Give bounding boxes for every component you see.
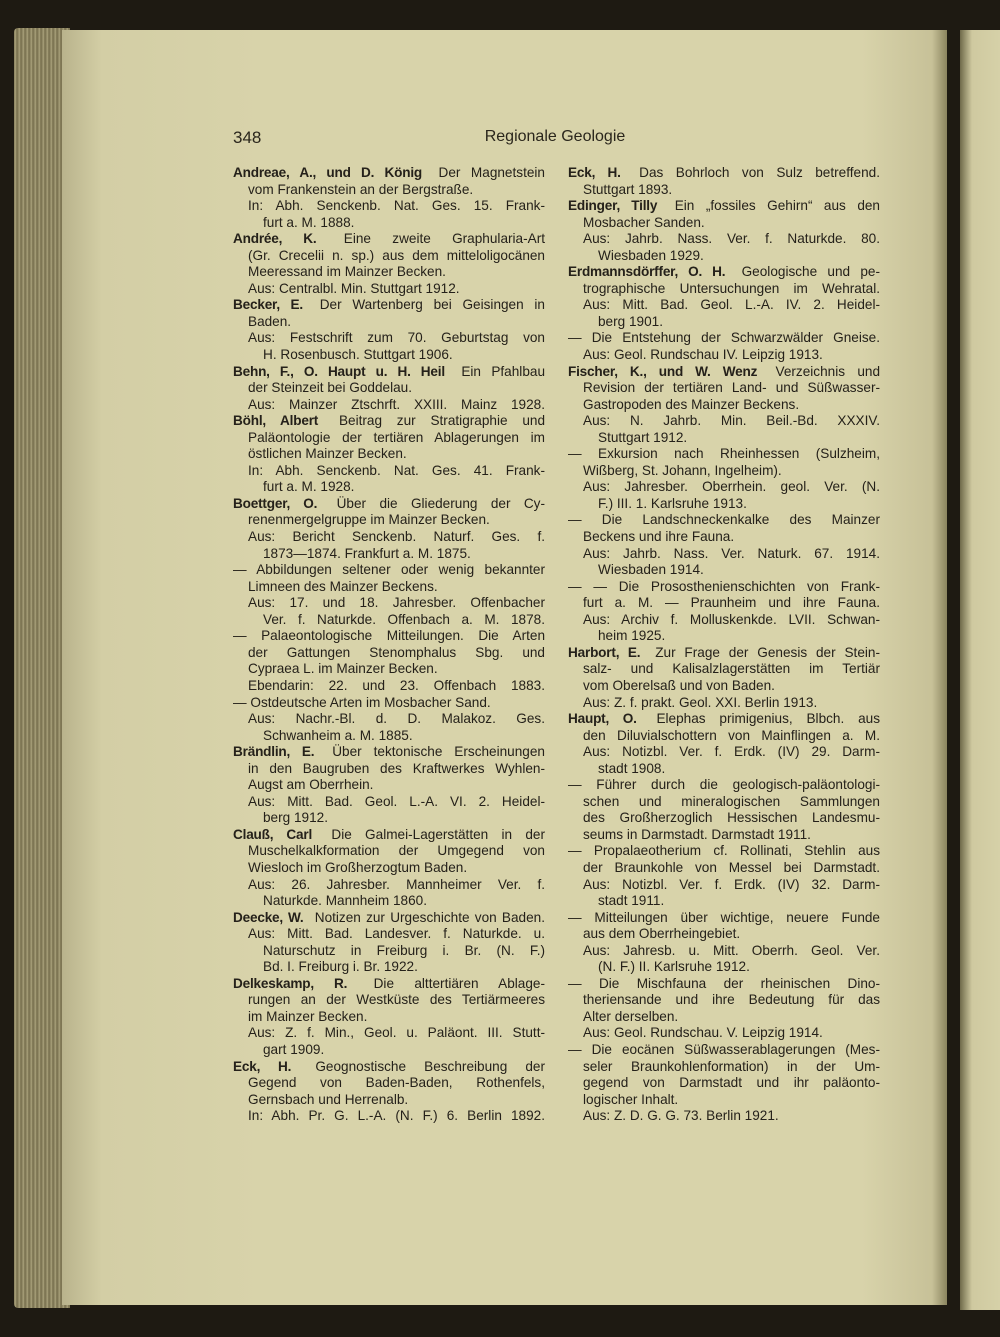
entry-text: Wiesloch im Großherzogtum Baden.	[248, 859, 468, 875]
entry-text: Stuttgart 1893.	[583, 181, 673, 197]
entry-text: Gastropoden des Mainzer Beckens.	[583, 396, 800, 412]
entry-text: Wiesbaden 1914.	[598, 562, 704, 578]
entry-text: Aus: 17. und 18. Jahresber. Offenbacher	[248, 595, 545, 611]
bibliography-line	[233, 612, 545, 629]
entry-text: Limneen des Mainzer Beckens.	[248, 578, 438, 594]
entry-text: Aus: Mitt. Bad. Geol. L.-A. IV. 2. Heidel-	[583, 297, 880, 313]
bibliography-line	[568, 413, 880, 430]
author-name: Delkeskamp, R.	[233, 975, 348, 991]
entry-text: — Ostdeutsche Arten im Mosbacher Sand.	[233, 694, 491, 710]
author-name: Edinger, Tilly	[568, 198, 658, 214]
bibliography-line	[568, 744, 880, 761]
entry-text: Der Magnetstein	[438, 165, 545, 180]
entry-text: Über die Gliederung der Cy-	[336, 495, 545, 511]
entry-text: Aus: Jahrb. Nass. Ver. Naturk. 67. 1914.	[583, 545, 880, 561]
entry-text: Die alttertiären Ablage-	[373, 975, 545, 991]
bibliography-line	[568, 446, 880, 463]
entry-text: Aus: Jahresb. u. Mitt. Oberrh. Geol. Ver.	[583, 942, 880, 958]
bibliography-line	[233, 546, 545, 563]
bibliography-line	[568, 843, 880, 860]
bibliography-line	[233, 248, 545, 265]
bibliography-line	[233, 496, 545, 513]
bibliography-line	[568, 827, 880, 844]
bibliography-line	[568, 231, 880, 248]
bibliography-line	[233, 1059, 545, 1076]
bibliography-line	[233, 1108, 545, 1125]
entry-text: renenmergelgruppe im Mainzer Becken.	[248, 512, 490, 528]
entry-text: Aus: Z. f. Min., Geol. u. Paläont. III. Stutt-	[248, 1025, 545, 1041]
bibliography-line	[568, 1042, 880, 1059]
bibliography-line	[233, 512, 545, 529]
bibliography-line	[568, 297, 880, 314]
bibliography-line	[233, 446, 545, 463]
bibliography-line	[233, 728, 545, 745]
entry-text: Aus: Notizbl. Ver. f. Erdk. (IV) 32. Darm-	[583, 876, 880, 892]
entry-text: — Die Mischfauna der rheinischen Dino-	[568, 975, 880, 991]
entry-text: In: Abh. Senckenb. Nat. Ges. 41. Frank-	[248, 462, 545, 478]
entry-text: Notizen zur Urgeschichte von Baden.	[314, 909, 545, 925]
bibliography-line	[568, 198, 880, 215]
bibliography-line	[233, 959, 545, 976]
bibliography-line	[568, 182, 880, 199]
bibliography-line	[568, 479, 880, 496]
bibliography-line	[233, 380, 545, 397]
entry-text: theriensande und ihre Bedeutung für das	[583, 992, 880, 1008]
bibliography-line	[233, 777, 545, 794]
entry-text: In: Abh. Pr. G. L.-A. (N. F.) 6. Berlin 1892.	[248, 1108, 545, 1124]
page-number: 348	[233, 128, 262, 147]
running-title: Regionale Geologie	[484, 128, 626, 145]
bibliography-line	[568, 1108, 880, 1125]
entry-text: den Diluvialschottern von Mainflingen a. M.	[583, 727, 880, 743]
bibliography-line	[568, 380, 880, 397]
entry-text: — Die Entstehung der Schwarzwälder Gneise.	[568, 330, 880, 346]
facing-page-edge	[960, 30, 1000, 1310]
author-name: Brändlin, E.	[233, 744, 315, 760]
bibliography-line	[233, 711, 545, 728]
bibliography-line	[233, 347, 545, 364]
bibliography-line	[233, 330, 545, 347]
bibliography-line	[568, 579, 880, 596]
bibliography-line	[568, 612, 880, 629]
entry-text: rungen an der Westküste des Tertiärmeeres	[248, 992, 545, 1008]
bibliography-line	[233, 1025, 545, 1042]
bibliography-line	[568, 1059, 880, 1076]
entry-text: Gegend von Baden-Baden, Rothenfels,	[248, 1075, 545, 1091]
entry-text: — Palaeontologische Mitteilungen. Die Arten	[233, 628, 545, 644]
entry-text: Aus: Centralbl. Min. Stuttgart 1912.	[248, 280, 460, 296]
bibliography-line	[233, 413, 545, 430]
entry-text: (Gr. Crecelii n. sp.) aus dem mitteloligocänen	[248, 247, 545, 263]
bibliography-line	[233, 463, 545, 480]
author-name: Erdmannsdörffer, O. H.	[568, 264, 726, 280]
entry-text: berg 1912.	[263, 810, 329, 826]
bibliography-line	[233, 314, 545, 331]
entry-text: östlichen Mainzer Becken.	[248, 446, 407, 462]
entry-text: Alter derselben.	[583, 1008, 679, 1024]
entry-text: — — Die Prososthenienschichten von Frank-	[568, 578, 880, 594]
entry-text: Ein „fossiles Gehirn“ aus den	[674, 198, 880, 214]
entry-text: der Steinzeit bei Goddelau.	[248, 380, 412, 396]
bibliography-line	[568, 645, 880, 662]
bibliography-line	[568, 512, 880, 529]
entry-text: seler Braunkohlenformation) in der Um-	[583, 1058, 880, 1074]
entry-text: Augst am Oberrhein.	[248, 777, 374, 793]
entry-text: Revision der tertiären Land- und Süßwasser-	[583, 380, 880, 396]
bibliography-line	[233, 877, 545, 894]
bibliography-line	[568, 1025, 880, 1042]
entry-text: aus dem Oberrheingebiet.	[583, 926, 741, 942]
entry-text: Wiesbaden 1929.	[598, 247, 704, 263]
author-name: Harbort, E.	[568, 644, 641, 660]
bibliography-line	[568, 562, 880, 579]
entry-text: Verzeichnis und	[775, 363, 880, 379]
entry-text: Muschelkalkformation der Umgegend von	[248, 843, 545, 859]
author-name: Fischer, K., und W. Wenz	[568, 363, 758, 379]
entry-text: Aus: Mitt. Bad. Landesver. f. Naturkde. u.	[248, 926, 545, 942]
entry-text: vom Oberelsaß und von Baden.	[583, 677, 775, 693]
bibliography-line	[568, 281, 880, 298]
bibliography-line	[233, 529, 545, 546]
bibliography-line	[233, 1092, 545, 1109]
entry-text: Ver. f. Naturkde. Offenbach a. M. 1878.	[263, 611, 545, 627]
entry-text: (N. F.) II. Karlsruhe 1912.	[598, 959, 750, 975]
bibliography-line	[568, 761, 880, 778]
bibliography-line	[568, 330, 880, 347]
bibliography-line	[568, 860, 880, 877]
bibliography-line	[568, 1075, 880, 1092]
entry-text: Aus: Z. D. G. G. 73. Berlin 1921.	[583, 1108, 779, 1124]
entry-text: seums in Darmstadt. Darmstadt 1911.	[583, 826, 811, 842]
author-name: Deecke, W.	[233, 909, 304, 925]
bibliography-line	[568, 364, 880, 381]
bibliography-line	[233, 198, 545, 215]
entry-text: der Gattungen Stenomphalus Sbg. und	[248, 644, 545, 660]
entry-text: Stuttgart 1912.	[598, 429, 688, 445]
bibliography-line	[568, 777, 880, 794]
author-name: Haupt, O.	[568, 711, 637, 727]
bibliography-line	[233, 678, 545, 695]
right-column	[568, 165, 880, 1125]
bibliography-line	[233, 761, 545, 778]
bibliography-line	[233, 695, 545, 712]
bibliography-line	[233, 215, 545, 232]
author-name: Eck, H.	[233, 1058, 292, 1074]
bibliography-line	[233, 628, 545, 645]
entry-text: Geologische und pe-	[741, 264, 880, 280]
entry-text: Aus: Nachr.-Bl. d. D. Malakoz. Ges.	[248, 711, 545, 727]
entry-text: schen und mineralogischen Sammlungen	[583, 793, 880, 809]
bibliography-line	[233, 893, 545, 910]
bibliography-line	[568, 1092, 880, 1109]
bibliography-line	[233, 827, 545, 844]
entry-text: Eine zweite Graphularia-Art	[343, 231, 545, 247]
bibliography-line	[233, 976, 545, 993]
entry-text: Aus: 26. Jahresber. Mannheimer Ver. f.	[248, 876, 545, 892]
bibliography-line	[233, 264, 545, 281]
bibliography-line	[233, 645, 545, 662]
entry-text: gart 1909.	[263, 1041, 325, 1057]
bibliography-line	[568, 959, 880, 976]
bibliography-line	[233, 182, 545, 199]
entry-text: Beckens und ihre Fauna.	[583, 529, 735, 545]
entry-text: F.) III. 1. Karlsruhe 1913.	[598, 495, 747, 511]
entry-text: im Mainzer Becken.	[248, 1008, 368, 1024]
bibliography-line	[568, 910, 880, 927]
entry-text: — Abbildungen seltener oder wenig bekannter	[233, 562, 545, 578]
entry-text: Aus: Festschrift zum 70. Geburtstag von	[248, 330, 545, 346]
bibliography-line	[233, 910, 545, 927]
bibliography-line	[568, 628, 880, 645]
entry-text: Aus: Mitt. Bad. Geol. L.-A. VI. 2. Heidel-	[248, 793, 545, 809]
bibliography-line	[568, 711, 880, 728]
bibliography-line	[568, 728, 880, 745]
entry-text: der Braunkohle von Messel bei Darmstadt.	[583, 859, 880, 875]
entry-text: stadt 1911.	[598, 893, 665, 909]
author-name: Clauß, Carl	[233, 826, 313, 842]
entry-text: Mosbacher Sanden.	[583, 214, 705, 230]
entry-text: Geognostische Beschreibung der	[315, 1058, 545, 1074]
bibliography-line	[568, 397, 880, 414]
bibliography-line	[568, 248, 880, 265]
bibliography-line	[233, 595, 545, 612]
entry-text: Naturkde. Mannheim 1860.	[263, 893, 427, 909]
entry-text: Gernsbach und Herrenalb.	[248, 1091, 409, 1107]
entry-text: Zur Frage der Genesis der Stein-	[655, 644, 880, 660]
entry-text: salz- und Kalisalzlagerstätten im Tertiär	[583, 661, 880, 677]
entry-text: Beitrag zur Stratigraphie und	[338, 413, 545, 429]
bibliography-line	[568, 810, 880, 827]
entry-text: Bd. I. Freiburg i. Br. 1922.	[263, 959, 418, 975]
entry-text: Naturschutz in Freiburg i. Br. (N. F.)	[263, 942, 545, 958]
bibliography-line	[568, 943, 880, 960]
entry-text: In: Abh. Senckenb. Nat. Ges. 15. Frank-	[248, 198, 545, 214]
entry-text: vom Frankenstein an der Bergstraße.	[248, 181, 474, 197]
bibliography-line	[233, 579, 545, 596]
bibliography-line	[233, 397, 545, 414]
bibliography-line	[568, 695, 880, 712]
bibliography-line	[233, 479, 545, 496]
bibliography-line	[233, 943, 545, 960]
entry-text: — Exkursion nach Rheinhessen (Sulzheim,	[568, 446, 880, 462]
bibliography-line	[568, 430, 880, 447]
entry-text: Ein Pfahlbau	[461, 363, 545, 379]
bibliography-line	[233, 661, 545, 678]
entry-text: — Die eocänen Süßwasserablagerungen (Mes-	[568, 1041, 880, 1057]
bibliography-line	[568, 496, 880, 513]
bibliography-line	[568, 794, 880, 811]
entry-text: Schwanheim a. M. 1885.	[263, 727, 413, 743]
bibliography-line	[568, 595, 880, 612]
bibliography-line	[568, 976, 880, 993]
entry-text: Aus: Geol. Rundschau IV. Leipzig 1913.	[583, 347, 823, 363]
entry-text: — Mitteilungen über wichtige, neuere Funde	[568, 909, 880, 925]
entry-text: Aus: Jahrb. Nass. Ver. f. Naturkde. 80.	[583, 231, 880, 247]
bibliography-line	[568, 992, 880, 1009]
bibliography-line	[233, 843, 545, 860]
entry-text: Aus: Z. f. prakt. Geol. XXI. Berlin 1913.	[583, 694, 818, 710]
entry-text: Meeressand im Mainzer Becken.	[248, 264, 446, 280]
entry-text: gegend von Darmstadt und ihr paläonto-	[583, 1075, 880, 1091]
bibliography-line	[568, 926, 880, 943]
bibliography-line	[233, 1075, 545, 1092]
bibliography-line	[233, 430, 545, 447]
author-name: Andreae, A., und D. König	[233, 165, 423, 180]
bibliography-line	[568, 264, 880, 281]
bibliography-line	[233, 794, 545, 811]
author-name: Boettger, O.	[233, 495, 318, 511]
bibliography-line	[568, 893, 880, 910]
entry-text: in den Baugruben des Kraftwerkes Wyhlen-	[248, 760, 545, 776]
bibliography-line	[568, 546, 880, 563]
author-name: Andrée, K.	[233, 231, 317, 247]
entry-text: furt a. M. 1888.	[263, 214, 355, 230]
bibliography-line	[233, 364, 545, 381]
bibliography-line	[233, 562, 545, 579]
entry-text: — Führer durch die geologisch-paläontologi-	[568, 777, 880, 793]
entry-text: Aus: Bericht Senckenb. Naturf. Ges. f.	[248, 529, 545, 545]
bibliography-line	[233, 297, 545, 314]
bibliography-line	[233, 165, 545, 182]
entry-text: des Großherzoglich Hessischen Landesmu-	[583, 810, 880, 826]
bibliography-line	[233, 810, 545, 827]
bibliography-line	[568, 165, 880, 182]
entry-text: Der Wartenberg bei Geisingen in	[319, 297, 545, 313]
entry-text: — Die Landschneckenkalke des Mainzer	[568, 512, 880, 528]
bibliography-line	[568, 877, 880, 894]
entry-text: Aus: Archiv f. Molluskenkde. LVII. Schwan-	[583, 611, 880, 627]
entry-text: Baden.	[248, 313, 292, 329]
author-name: Böhl, Albert	[233, 413, 319, 429]
bibliography-line	[233, 1042, 545, 1059]
entry-text: Aus: N. Jahrb. Min. Beil.-Bd. XXXIV.	[583, 413, 880, 429]
bibliography-line	[233, 1009, 545, 1026]
left-column	[233, 165, 545, 1125]
bibliography-line	[568, 463, 880, 480]
bibliography-line	[233, 744, 545, 761]
bibliography-line	[568, 529, 880, 546]
bibliography-line	[233, 926, 545, 943]
entry-text: Paläontologie der tertiären Ablagerungen im	[248, 429, 545, 445]
bibliography-line	[568, 347, 880, 364]
bibliography-line	[233, 231, 545, 248]
entry-text: stadt 1908.	[598, 760, 666, 776]
author-name: Eck, H.	[568, 165, 621, 180]
bibliography-line	[233, 281, 545, 298]
entry-text: Aus: Mainzer Ztschrft. XXIII. Mainz 1928.	[248, 396, 545, 412]
entry-text: Die Galmei-Lagerstätten in der	[331, 826, 545, 842]
bibliography-line	[233, 992, 545, 1009]
entry-text: Elephas primigenius, Blbch. aus	[656, 711, 880, 727]
entry-text: Aus: Notizbl. Ver. f. Erdk. (IV) 29. Darm-	[583, 744, 880, 760]
bibliography-line	[568, 1009, 880, 1026]
entry-text: berg 1901.	[598, 313, 664, 329]
entry-text: furt a. M. — Praunheim und ihre Fauna.	[583, 595, 880, 611]
bibliography-line	[568, 661, 880, 678]
author-name: Becker, E.	[233, 297, 303, 313]
entry-text: Aus: Jahresber. Oberrhein. geol. Ver. (N.	[583, 479, 880, 495]
author-name: Behn, F., O. Haupt u. H. Heil	[233, 363, 445, 379]
entry-text: trographische Untersuchungen im Wehratal.	[583, 280, 880, 296]
bibliography-line	[568, 678, 880, 695]
entry-text: Cypraea L. im Mainzer Becken.	[248, 661, 438, 677]
bibliography-line	[568, 314, 880, 331]
bibliography-line	[568, 215, 880, 232]
entry-text: H. Rosenbusch. Stuttgart 1906.	[263, 347, 453, 363]
entry-text: Über tektonische Erscheinungen	[332, 744, 545, 760]
entry-text: Das Bohrloch von Sulz betreffend.	[639, 165, 880, 180]
entry-text: 1873—1874. Frankfurt a. M. 1875.	[263, 545, 471, 561]
entry-text: heim 1925.	[598, 628, 666, 644]
entry-text: — Propalaeotherium cf. Rollinati, Stehlin aus	[568, 843, 880, 859]
entry-text: logischer Inhalt.	[583, 1091, 679, 1107]
entry-text: Ebendarin: 22. und 23. Offenbach 1883.	[248, 677, 545, 693]
entry-text: Wißberg, St. Johann, Ingelheim).	[583, 462, 782, 478]
bibliography-line	[233, 860, 545, 877]
entry-text: Aus: Geol. Rundschau. V. Leipzig 1914.	[583, 1025, 823, 1041]
entry-text: furt a. M. 1928.	[263, 479, 355, 495]
